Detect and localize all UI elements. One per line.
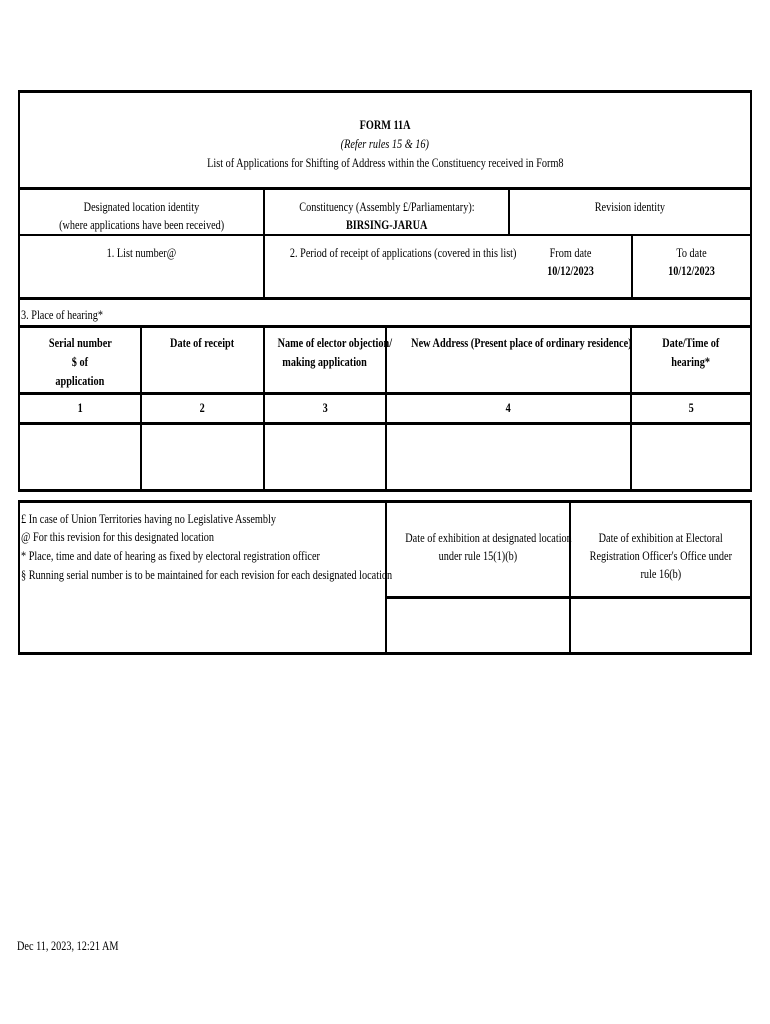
constituency-value: BIRSING-JARUA	[345, 218, 428, 232]
col-date-of-receipt-header: Date of receipt	[170, 336, 235, 350]
form-title: FORM 11A	[359, 118, 411, 132]
exhibition-ero-office-label-2: Registration Officer's Office under	[589, 549, 732, 563]
col-number-2: 2	[199, 401, 206, 415]
form-subtitle: (Refer rules 15 & 16)	[340, 137, 430, 151]
col-serial-number-header: Serial number	[48, 336, 112, 350]
col-number-1: 1	[77, 401, 83, 415]
constituency-label: Constituency (Assembly £/Parliamentary):	[298, 200, 475, 214]
designated-location-sublabel: (where applications have been received)	[58, 218, 225, 232]
col-hearing-header-2: hearing*	[671, 355, 711, 369]
from-date-label: From date	[549, 246, 592, 260]
col-new-address-header: New Address (Present place of ordinary residence)	[411, 336, 632, 350]
revision-identity-label: Revision identity	[594, 200, 666, 214]
print-timestamp: Dec 11, 2023, 12:21 AM	[17, 939, 119, 953]
exhibition-designated-location-label: Date of exhibition at designated location	[405, 531, 572, 545]
place-of-hearing-label: 3. Place of hearing*	[21, 308, 103, 322]
from-date-value: 10/12/2023	[547, 264, 594, 278]
col-number-5: 5	[688, 401, 694, 415]
col-number-3: 3	[322, 401, 328, 415]
footnote-union-territories: £ In case of Union Territories having no Legislative Assembly	[21, 512, 277, 526]
to-date-label: To date	[676, 246, 707, 260]
footnote-hearing: * Place, time and date of hearing as fixed by electoral registration officer	[21, 549, 320, 563]
to-date-value: 10/12/2023	[668, 264, 715, 278]
col-serial-number-header-2: $ of	[71, 355, 89, 369]
footnote-revision: @ For this revision for this designated location	[21, 530, 215, 544]
period-label: 2. Period of receipt of applications (covered in this list)	[289, 246, 517, 260]
exhibition-designated-location-rule: under rule 15(1)(b)	[438, 549, 518, 563]
col-number-4: 4	[505, 401, 512, 415]
exhibition-ero-office-rule: rule 16(b)	[640, 567, 681, 581]
designated-location-label: Designated location identity	[83, 200, 200, 214]
footnote-serial-number: § Running serial number is to be maintained for each revision for each designated location	[21, 568, 393, 582]
col-hearing-header: Date/Time of	[662, 336, 720, 350]
exhibition-ero-office-label: Date of exhibition at Electoral	[598, 531, 723, 545]
form-description: List of Applications for Shifting of Address within the Constituency received in Form8	[206, 156, 564, 170]
col-name-of-elector-header-2: making application	[282, 355, 368, 369]
col-name-of-elector-header: Name of elector objection/	[277, 336, 393, 350]
col-serial-number-header-3: application	[55, 374, 105, 388]
list-number-label: 1. List number@	[106, 246, 177, 260]
